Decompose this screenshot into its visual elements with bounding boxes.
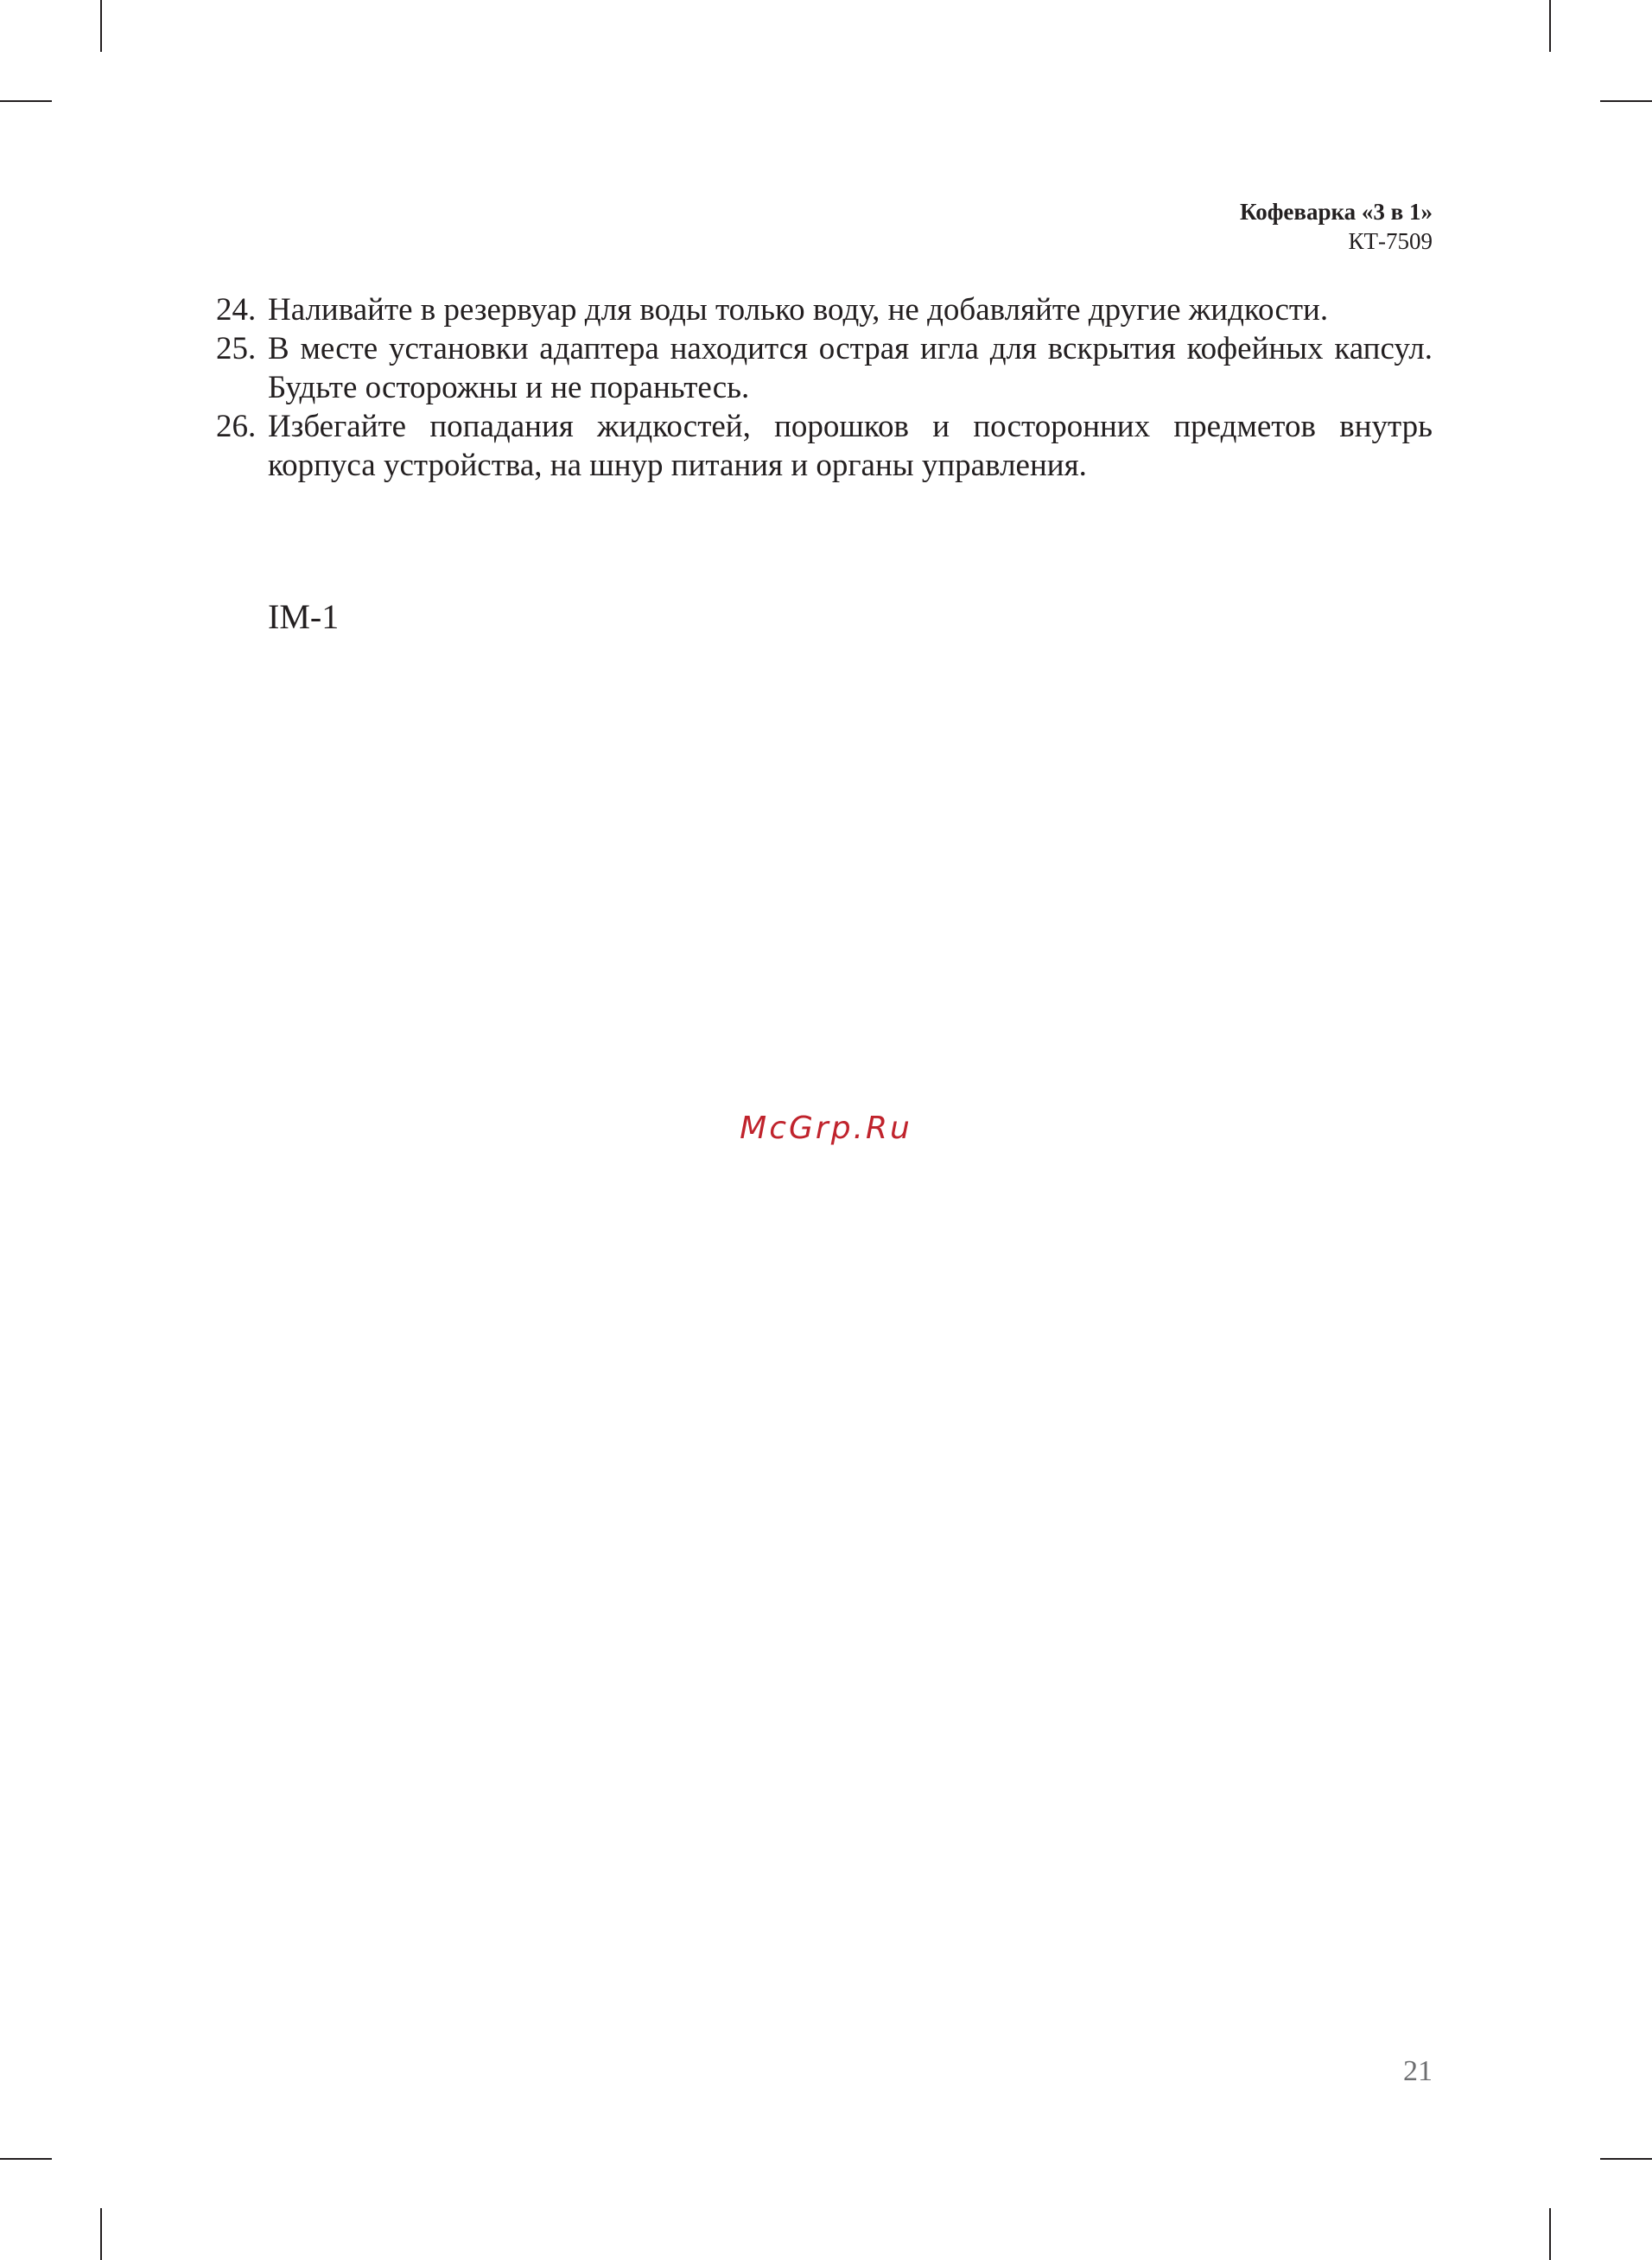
crop-mark-top-right-vertical	[1549, 0, 1551, 52]
product-model: КТ-7509	[1348, 228, 1433, 254]
running-header	[1240, 197, 1433, 256]
list-item-text: В месте установки адаптера находится острая игла для вскрытия кофейных капсул. Будьте осторожны и не пораньтесь.	[268, 331, 1433, 405]
product-title: Кофеварка «3 в 1»	[1240, 199, 1433, 225]
watermark-text: McGrp.Ru	[740, 1111, 912, 1146]
page-number: 21	[1403, 2055, 1433, 2087]
crop-mark-bottom-right-horizontal	[1600, 2158, 1652, 2160]
list-item-number: 24.	[216, 292, 257, 328]
crop-mark-top-left-vertical	[100, 0, 102, 52]
list-item	[216, 290, 1433, 329]
crop-mark-bottom-left-vertical	[100, 2208, 102, 2260]
list-item-text: Избегайте попадания жидкостей, порошков и посторонних предметов внутрь корпуса устройства, на шнур питания и органы управления.	[268, 409, 1433, 483]
list-item	[216, 329, 1433, 407]
crop-mark-bottom-left-horizontal	[0, 2158, 52, 2160]
list-item-text: Наливайте в резервуар для воды только воду, не добавляйте другие жидкости.	[268, 292, 1329, 328]
list-item	[216, 407, 1433, 485]
crop-mark-top-left-horizontal	[0, 100, 52, 102]
crop-mark-top-right-horizontal	[1600, 100, 1652, 102]
list-item-number: 26.	[216, 409, 257, 444]
safety-instructions-list	[216, 290, 1433, 485]
list-item-number: 25.	[216, 331, 257, 366]
crop-mark-bottom-right-vertical	[1549, 2208, 1551, 2260]
document-code: IM-1	[268, 597, 340, 636]
